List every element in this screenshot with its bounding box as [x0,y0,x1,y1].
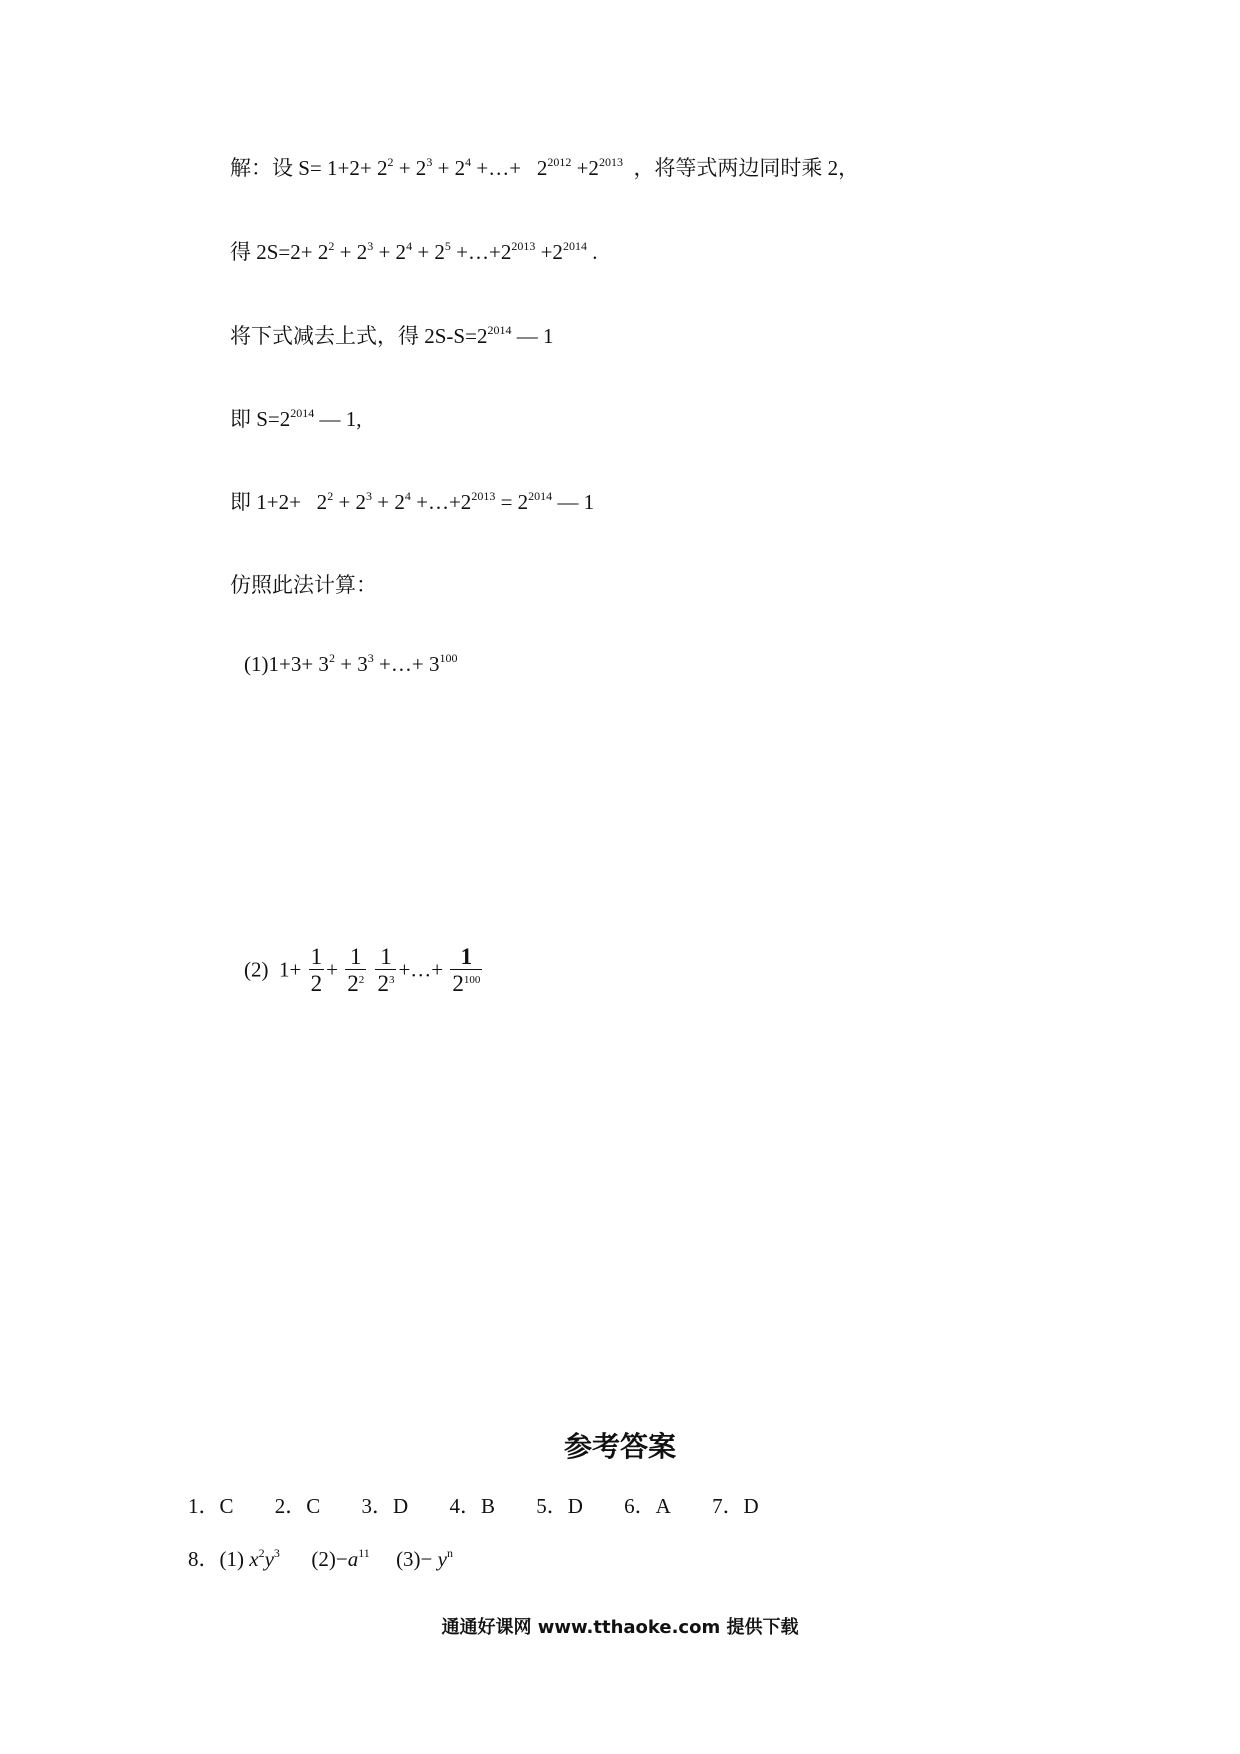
answer-8: 8．(1) $x^2y^3$ $(2)-a^{11}$ $(3)- y^n$ [188,1546,453,1571]
answer-item: 6．A [624,1494,671,1518]
derivation-line-4: 即 $S=2^{2014}$ — 1, [230,406,362,431]
answers-title: 参考答案 [563,1430,676,1463]
fraction-2: $\frac{1}{2^2}$ [347,944,365,996]
fraction-3: $\frac{1}{2^3}$ [377,944,395,996]
derivation-line-2: 得 $2S=2+ 2^2 + 2^3 + 2^4 + 2^5$ $+\dots+2^{2013} +2^{2014}$ . [230,239,598,264]
answer-item: 7．D [712,1494,759,1518]
answer-item: 3．D [361,1494,409,1518]
question-2: (2) 1+ $\frac{1}{2}$ + $\frac{1}{2^2}$ $\frac{1}{2^3}$ +…+ $\frac{1}{2^{100}}$ [244,944,481,996]
footer-download-note: 通通好课网 www.tthaoke.com 提供下载 [441,1617,799,1638]
question-1: $(1)1+3+ 3^2 + 3^3$ +…+ $3^{100}$ [244,651,458,676]
fraction-1: $\frac{1}{2}$ [310,944,323,996]
answer-item: 2．C [274,1494,321,1518]
instruction-line: 仿照此法计算： [230,573,377,597]
answers-row-1 [188,1490,795,1520]
answer-item: 5．D [536,1494,583,1518]
derivation-line-3: 将下式减去上式，得 $2S-S=2^{2014}$ — 1 [230,323,554,348]
answer-item: 1．C [188,1494,234,1518]
answer-item: 4．B [449,1494,495,1518]
derivation-line-1: 解：设 $S= 1+2+ 2^2 + 2^3 + 2^4$ +…+ $2^{2012} +2^{2013}$ ，将等式两边同时乘 2， [230,155,860,180]
fraction-4: $\frac{1}{2^{100}}$ [452,944,481,996]
derivation-line-5: 即 $1+2+ 2^2 + 2^3 + 2^4$ $+\dots+2^{2013} = 2^{2014}$ — 1 [230,489,595,514]
